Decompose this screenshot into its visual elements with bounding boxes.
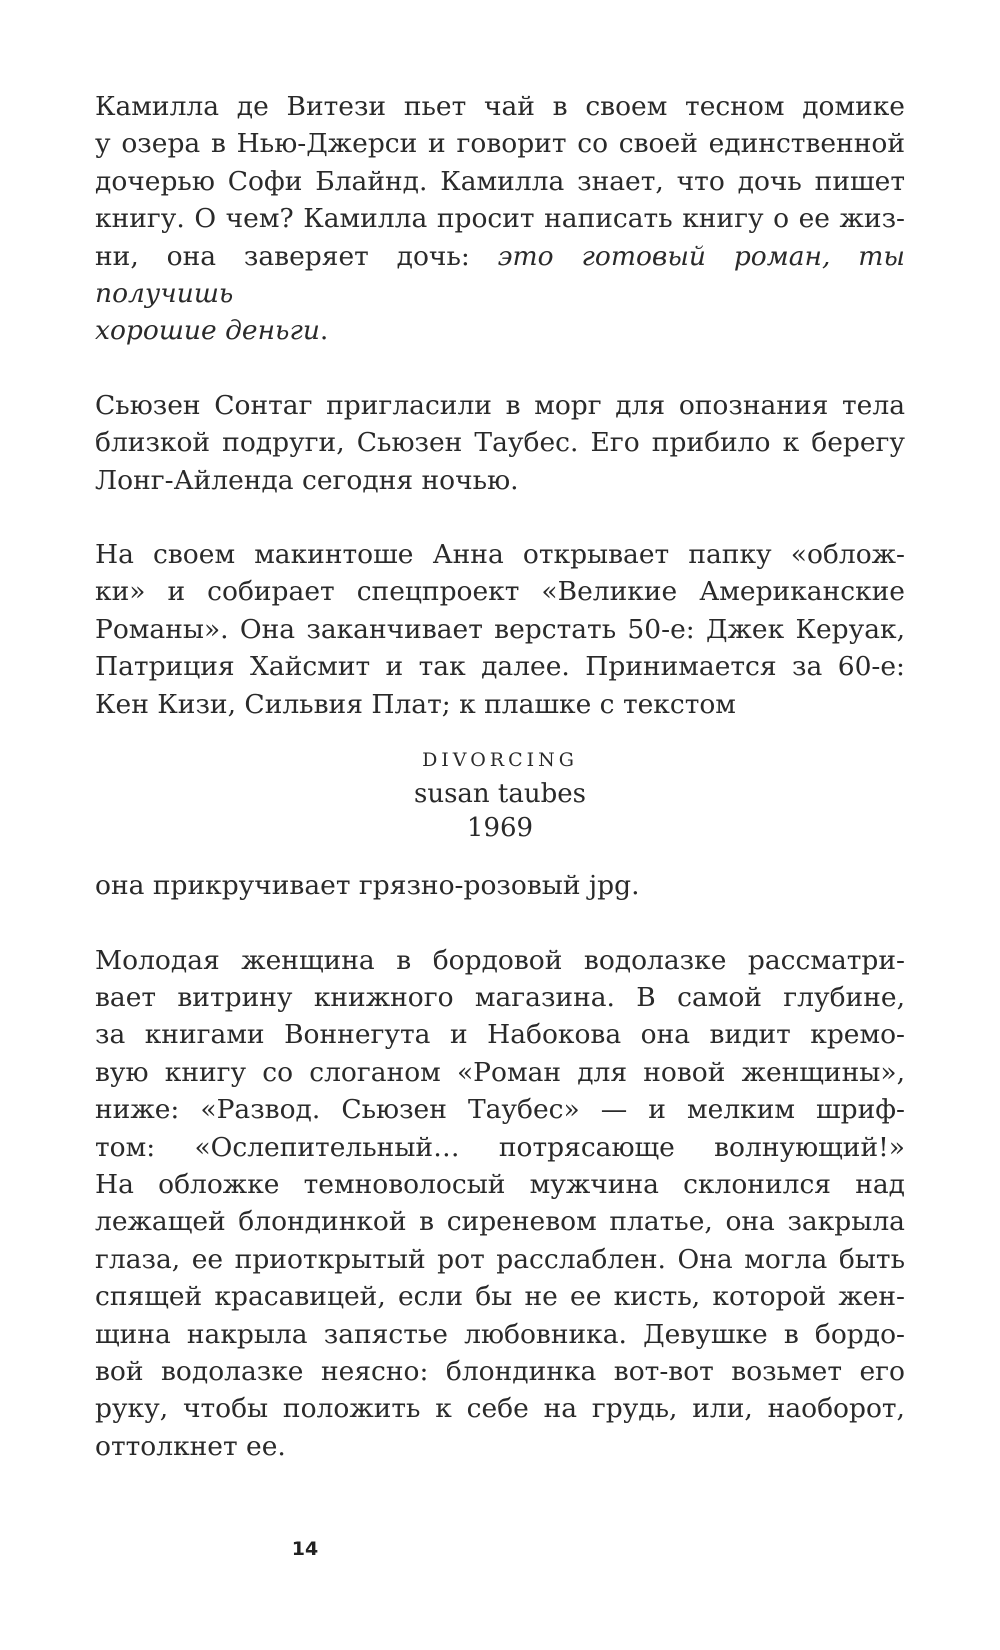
text-line: Молодая женщина в бордовой водолазке рассматри- [95,944,905,976]
text-line: она прикручивает грязно-розовый jpg. [95,870,640,902]
text-line: вает витрину книжного магазина. В самой глубине, [95,981,905,1013]
book-plate-title: DIVORCING [422,749,578,772]
book-plate-author: susan taubes [413,779,586,810]
text-line: Камилла де Витези пьет чай в своем тесном домике [95,91,905,122]
text-line: вой водолазке неясно: блондинка вот-вот возьмет его [95,1355,905,1387]
text-line: Лонг-Айленда сегодня ночью. [95,464,519,496]
text-line: Кен Кизи, Сильвия Плат; к плашке с текстом [95,688,736,720]
paragraph-gap [95,350,905,387]
text-line: руку, чтобы положить к себе на грудь, или, наоборот, [95,1393,905,1425]
paragraph-jpg [95,867,905,904]
paragraph-gap [95,905,905,942]
text-line: близкой подруги, Сьюзен Таубес. Его прибило к берегу [95,427,905,459]
text-line: Романы». Она заканчивает верстать 50-е: Джек Керуак, [95,613,905,645]
text-line: книгу. О чем? Камилла просит написать книгу о ее жиз- [95,203,905,235]
text-line: На обложке темноволосый мужчина склонился над [95,1168,905,1200]
book-page [95,88,905,1465]
text-line: ки» и собирает спецпроект «Великие Американские [95,576,905,608]
text-line: щина накрыла запястье любовника. Девушке в бордо- [95,1318,905,1350]
text-line [95,312,905,349]
italic-quote: хорошие деньги [95,315,320,347]
text-line: оттолкнет ее. [95,1430,286,1462]
text-line [95,238,905,313]
text-line: вую книгу со слоганом «Роман для новой женщины», [95,1056,905,1088]
text-line: Патриция Хайсмит и так далее. Принимается за 60-е: [95,651,905,683]
paragraph-vitezi [95,88,905,350]
paragraph-bookstore [95,942,905,1466]
book-plate [95,743,905,845]
text-line: глаза, ее приоткрытый рот расслаблен. Она могла быть [95,1243,905,1275]
text-run: ни, она заверяет дочь: [95,240,498,272]
book-plate-year: 1969 [466,813,534,844]
italic-quote: это готовый роман, ты получишь [95,240,905,310]
text-line: ниже: «Развод. Сьюзен Таубес» — и мелким шриф- [95,1094,905,1126]
paragraph-gap [95,499,905,536]
text-line: лежащей блондинкой в сиреневом платье, она закрыла [95,1206,905,1238]
page-number: 14 [291,1538,319,1560]
text-run: . [319,315,329,347]
text-line: На своем макинтоше Анна открывает папку «облож- [95,539,905,571]
text-line: том: «Ослепительный… потрясающе волнующий!» [95,1131,905,1163]
paragraph-sontag [95,387,905,499]
text-line: спящей красавицей, если бы не ее кисть, которой жен- [95,1281,905,1313]
text-line: Сьюзен Сонтаг пригласили в морг для опознания тела [95,389,905,421]
text-line: дочерью Софи Блайнд. Камилла знает, что дочь пишет [95,165,905,197]
text-line: за книгами Воннегута и Набокова она видит кремо- [95,1019,905,1051]
text-line: у озера в Нью-Джерси и говорит со своей единственной [95,128,905,160]
paragraph-anna [95,536,905,723]
